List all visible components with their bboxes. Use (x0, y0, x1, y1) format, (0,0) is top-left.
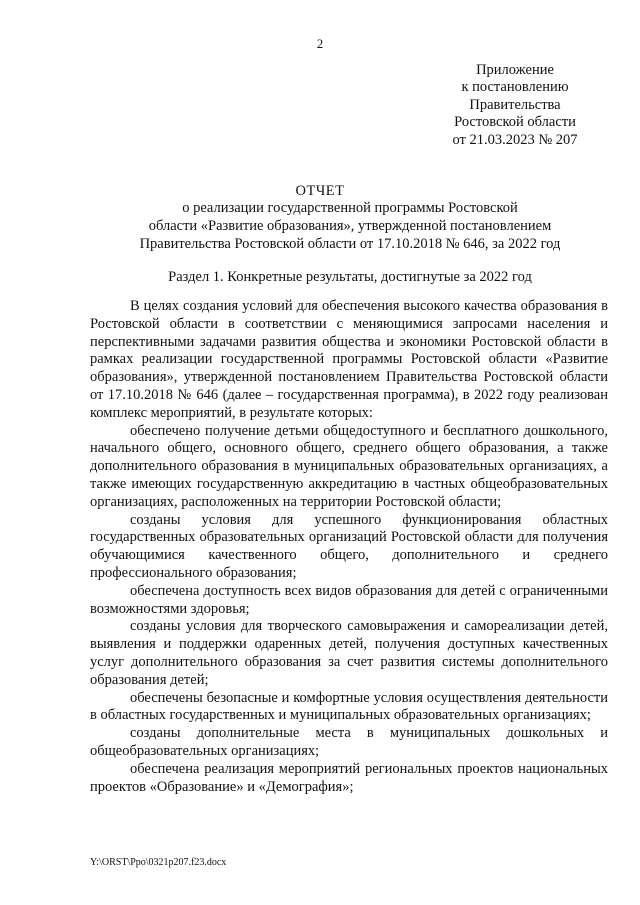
paragraph-intro: В целях создания условий для обеспечения высокого качества образования в Ростовской области в соответствии с меняющимися запросами населения и перспективными задачами развития общества и экономики Ростовской области в рамках реализации государственной программы Ростовской области «Развитие образования», утвержденной постановлением Правительства Ростовской области от 17.10.2018 № 646 (далее – государственная программа), в 2022 году реализован комплекс мероприятий, в результате которых: (90, 298, 608, 421)
report-subtitle-line: о реализации государственной программы Ростовской (182, 200, 518, 216)
appendix-line: к постановлению (461, 79, 569, 96)
appendix-line: Приложение (476, 62, 554, 78)
paragraph-result: созданы дополнительные места в муниципальных дошкольных и общеобразовательных организациях; (90, 725, 608, 759)
section-heading: Раздел 1. Конкретные результаты, достигнутые за 2022 год (168, 269, 532, 285)
paragraph-result: созданы условия для творческого самовыражения и самореализации детей, выявления и поддержки одаренных детей, получения доступных качественных услуг дополнительного образования за счет развития системы дополнительного образования детей; (90, 618, 608, 688)
appendix-block (430, 62, 600, 149)
paragraph-result: обеспечена реализация мероприятий региональных проектов национальных проектов «Образование» и «Демография»; (90, 760, 608, 795)
paragraph-result: созданы условия для успешного функционирования областных государственных образовательных организаций Ростовской области для получения обучающимися качественного общего, дополнительного и среднего профессионального образования; (90, 511, 608, 581)
page-number: 2 (316, 36, 324, 51)
appendix-line: Правительства (469, 96, 561, 113)
document-body (90, 298, 608, 796)
report-subtitle (40, 200, 640, 253)
report-subtitle-line: области «Развитие образования», утвержденной постановлением (148, 217, 552, 234)
appendix-line: Ростовской области (454, 114, 576, 131)
footer-file-path: Y:\ORST\Ppo\0321p207.f23.docx (90, 857, 227, 868)
paragraph-result: обеспечено получение детьми общедоступного и бесплатного дошкольного, начального общего, основного общего, среднего общего образования, а также дополнительного образования в муниципальных образовательных организациях, а также имеющих государственную аккредитацию в частных общеобразовательных организациях, расположенных на территории Ростовской области; (90, 422, 608, 510)
appendix-line: от 21.03.2023 № 207 (452, 131, 578, 148)
report-subtitle-line: Правительства Ростовской области от 17.10.2018 № 646, за 2022 год (139, 235, 561, 252)
paragraph-result: обеспечены безопасные и комфортные условия осуществления деятельности в областных государственных и муниципальных образовательных организациях; (90, 689, 608, 724)
report-title: ОТЧЕТ (295, 183, 345, 199)
paragraph-result: обеспечена доступность всех видов образования для детей с ограниченными возможностями здоровья; (90, 582, 608, 617)
